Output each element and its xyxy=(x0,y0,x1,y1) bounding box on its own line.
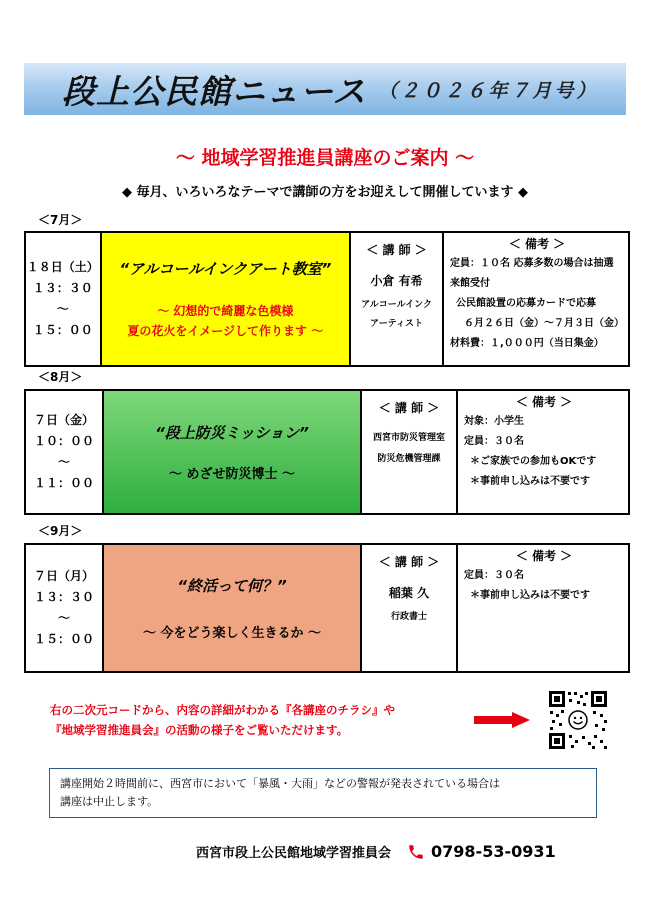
event-title-cell xyxy=(102,233,352,365)
issue-label: （２０２６年７月号） xyxy=(378,79,599,102)
lecturer-heading: ＜ 講 師 ＞ xyxy=(366,243,427,257)
event-time-tilde: 〜 xyxy=(57,611,70,625)
event-time-start: １３：３０ xyxy=(33,590,94,604)
event-lecturer-cell xyxy=(362,391,458,513)
event-time-end: １５：００ xyxy=(33,632,94,646)
lecturer-heading: ＜ 講 師 ＞ xyxy=(378,401,440,415)
lecturer-role: アーティスト xyxy=(370,319,424,329)
event-time-end: １１：００ xyxy=(33,476,94,490)
event-card-september xyxy=(24,543,630,673)
lecturer-org: 防災危機管理課 xyxy=(377,454,441,464)
event-lecturer-cell xyxy=(362,545,458,671)
organization-name: 西宮市段上公民館地域学習推員会 xyxy=(196,846,392,861)
phone-number[interactable]: 0798-53-0931 xyxy=(431,842,556,861)
event-notes-cell xyxy=(458,545,628,671)
qr-code-icon[interactable] xyxy=(548,690,608,750)
note-line: ＊ご家族での参加もOKです xyxy=(470,456,597,467)
event-time-start: １０：００ xyxy=(33,434,94,448)
event-date-time xyxy=(26,545,104,671)
event-subtitle-line: 夏の花火をイメージして作ります 〜 xyxy=(127,323,324,338)
lecturer-role: 行政書士 xyxy=(390,612,427,622)
note-line: ６月２６日（金）〜７月３日（金） xyxy=(464,318,624,329)
qr-description-line: 右の二次元コードから、内容の詳細がわかる『各講座のチラシ』や xyxy=(50,703,395,717)
lecturer-role: アルコールインク xyxy=(361,300,432,310)
event-card-august xyxy=(24,389,630,515)
event-notes-cell xyxy=(444,233,628,365)
event-time-end: １５：００ xyxy=(32,323,93,337)
footer xyxy=(196,842,556,861)
event-time-tilde: 〜 xyxy=(56,302,69,316)
month-label-september: ＜9月＞ xyxy=(38,524,83,538)
phone-icon xyxy=(405,843,427,861)
event-date: １８日（土） xyxy=(26,260,99,274)
qr-description-line: 『地域学習推進員会』の活動の様子をご覧いただけます。 xyxy=(50,723,349,737)
note-line: 定員：３０名 xyxy=(464,570,524,581)
month-label-august: ＜8月＞ xyxy=(38,370,83,384)
note-line: 材料費：１,０００円（当日集金） xyxy=(450,338,604,349)
event-subtitle-line: 〜 今をどう楽しく生きるか 〜 xyxy=(142,626,322,641)
notice-line: 講座は中止します。 xyxy=(60,795,159,808)
notes-heading: ＜ 備考 ＞ xyxy=(515,549,573,563)
lecturer-heading: ＜ 講 師 ＞ xyxy=(378,555,440,569)
cancellation-notice xyxy=(49,768,597,818)
event-time-start: １３：３０ xyxy=(32,281,93,295)
lecturer-name: 稲葉 久 xyxy=(388,586,430,600)
lecturer-name: 小倉 有希 xyxy=(370,274,423,288)
event-time-tilde: 〜 xyxy=(57,455,70,469)
event-subtitle-line: 〜 めざせ防災博士 〜 xyxy=(168,467,296,482)
event-title-cell xyxy=(104,391,362,513)
intro-text: ◆ 毎月、いろいろなテーマで講師の方をお迎えして開催しています ◆ xyxy=(121,185,529,200)
event-date-time xyxy=(26,391,104,513)
event-title-cell xyxy=(104,545,362,671)
header-banner xyxy=(24,63,626,115)
notes-heading: ＜ 備考 ＞ xyxy=(508,237,566,251)
note-line: 公民館設置の応募カードで応募 xyxy=(456,298,596,309)
event-title: “アルコールインクアート教室” xyxy=(119,259,332,278)
event-subtitle-line: 〜 幻想的で綺麗な色模様 xyxy=(157,303,294,318)
page-subtitle: 〜 地域学習推進員講座のご案内 〜 xyxy=(175,147,475,169)
note-line: 対象：小学生 xyxy=(464,416,524,427)
lecturer-org: 西宮市防災管理室 xyxy=(372,433,445,443)
note-line: 定員：３０名 xyxy=(464,436,524,447)
event-notes-cell xyxy=(458,391,628,513)
note-line: ＊事前申し込みは不要です xyxy=(470,590,590,601)
event-card-july xyxy=(24,231,630,367)
notice-line: 講座開始２時間前に、西宮市において「暴風・大雨」などの警報が発表されている場合は xyxy=(60,777,500,790)
right-arrow-icon xyxy=(474,712,530,728)
notes-heading: ＜ 備考 ＞ xyxy=(515,395,573,409)
event-lecturer-cell xyxy=(351,233,444,365)
qr-description xyxy=(50,700,395,740)
event-date: ７日（月） xyxy=(33,569,94,583)
month-label-july: ＜7月＞ xyxy=(38,213,83,227)
note-line: 定員：１０名 応募多数の場合は抽選 xyxy=(450,258,614,269)
event-title: “終活って何？” xyxy=(177,577,287,595)
newsletter-title: 段上公民館ニュース xyxy=(62,71,367,111)
note-line: ＊事前申し込みは不要です xyxy=(470,476,590,487)
event-title: “段上防災ミッション” xyxy=(155,424,309,442)
note-line: 来館受付 xyxy=(450,278,490,289)
event-date: ７日（金） xyxy=(33,413,94,427)
event-date-time xyxy=(26,233,102,365)
